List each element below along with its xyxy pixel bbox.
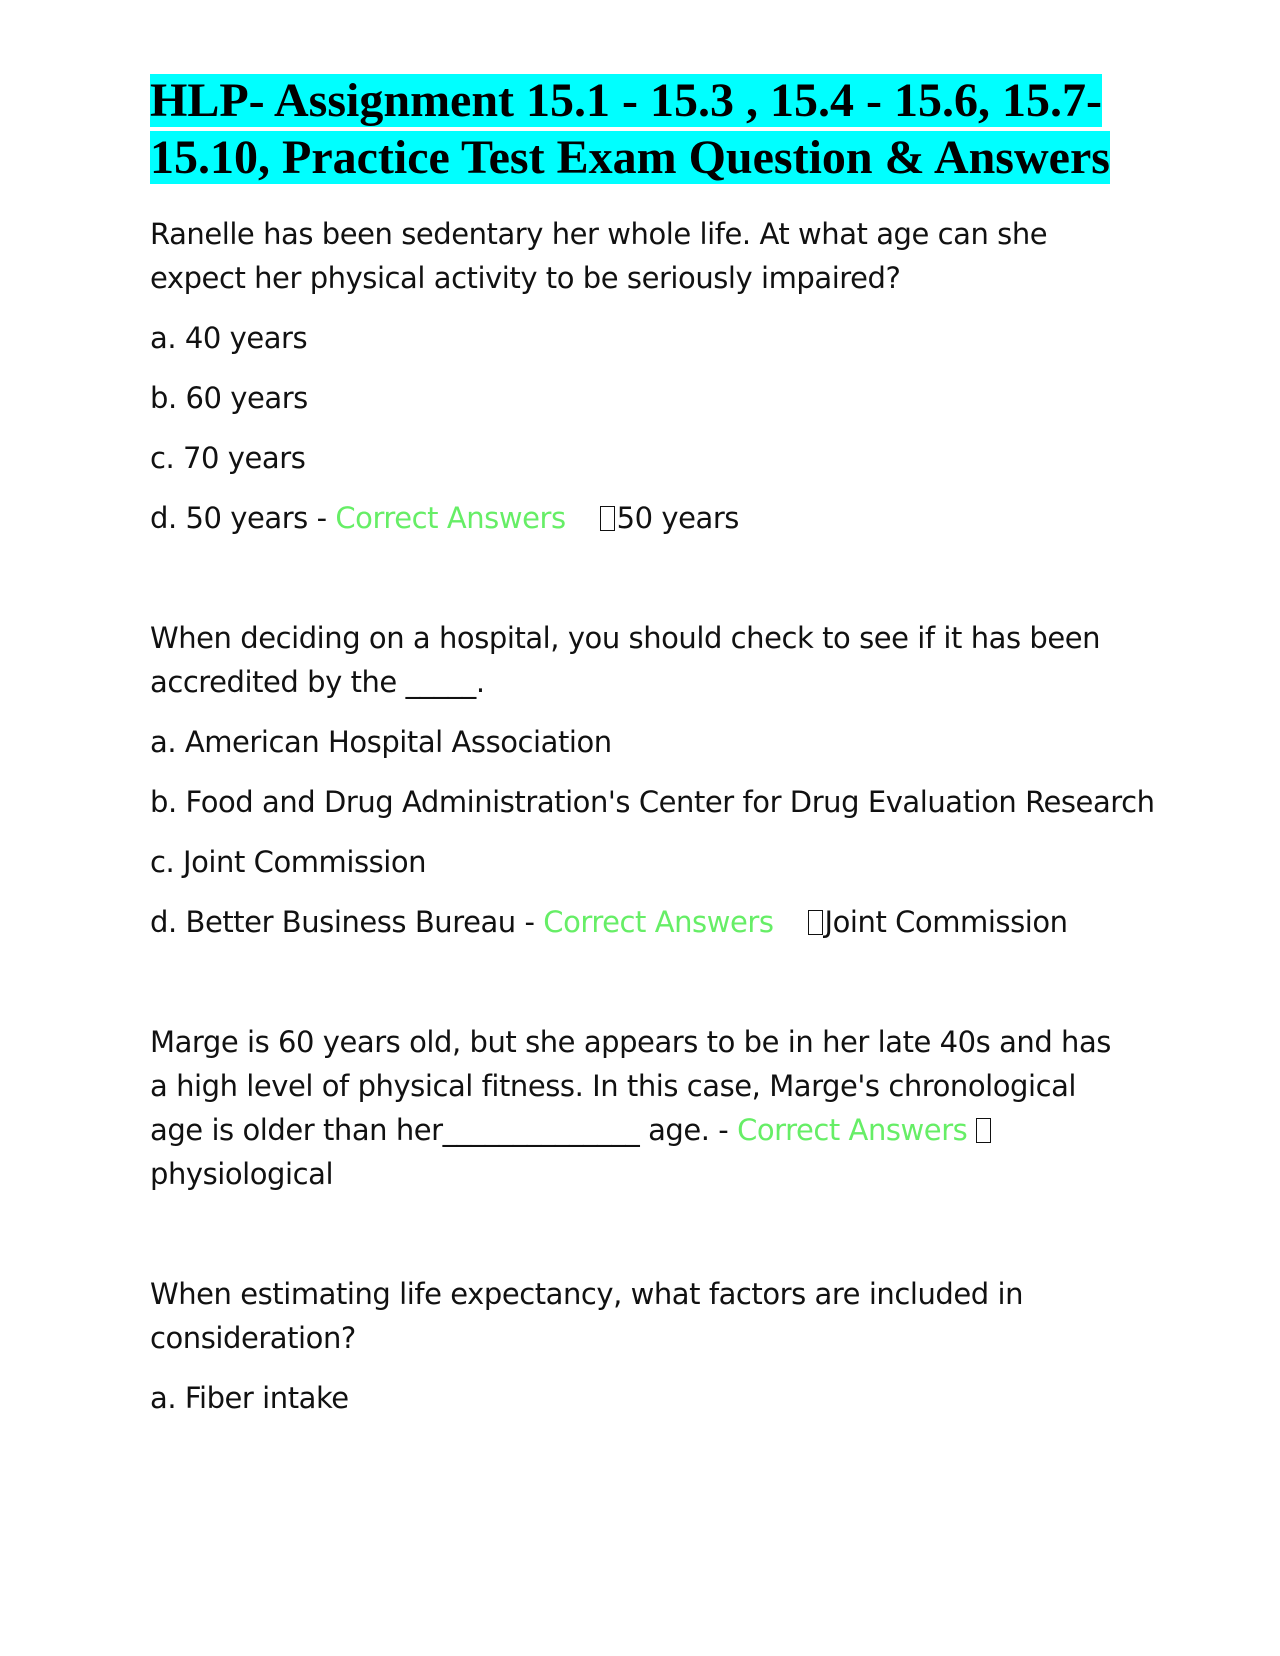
option-d: d. 50 years - (150, 501, 336, 535)
question-2 (150, 616, 1155, 944)
question-text: When deciding on a hospital, you should check to see if it has been accredited by the _____. (150, 621, 1101, 699)
correct-answers-label: Correct Answers (737, 1113, 968, 1147)
correct-answers-label: Correct Answers (543, 905, 774, 939)
question-1 (150, 212, 1130, 540)
option-b: b. 60 years (150, 381, 308, 415)
option-a: a. 40 years (150, 321, 308, 355)
option-d-with-answer (150, 900, 1130, 944)
answer-text: Joint Commission (824, 905, 1068, 939)
question-text: Ranelle has been sedentary her whole life. At what age can she expect her physical activity to be seriously impaired? (150, 217, 1048, 295)
title-highlight: HLP- Assignment 15.1 - 15.3 , 15.4 - 15.6, 15.7-15.10, Practice Test Exam Question & Answers (150, 74, 1110, 184)
question-text-with-answer (150, 1020, 1130, 1196)
correct-answers-label: Correct Answers (335, 501, 566, 535)
question-3 (150, 1020, 1130, 1196)
box-icon (600, 506, 615, 531)
document-title (150, 72, 1130, 186)
option-c: c. Joint Commission (150, 845, 427, 879)
box-icon (976, 1118, 991, 1143)
option-d-with-answer (150, 496, 1130, 540)
answer-text: physiological (150, 1157, 334, 1191)
option-d: d. Better Business Bureau - (150, 905, 544, 939)
option-a: a. Fiber intake (150, 1381, 349, 1415)
question-text: Marge is 60 years old, but she appears to be in her late 40s and has a high level of physical fitness. In this case, Marge's chronological age is older than her______________ age. - (150, 1025, 1111, 1147)
answer-text: 50 years (616, 501, 739, 535)
question-text: When estimating life expectancy, what factors are included in consideration? (150, 1277, 1024, 1355)
option-c: c. 70 years (150, 441, 306, 475)
option-b: b. Food and Drug Administration's Center for Drug Evaluation Research (150, 785, 1155, 819)
box-icon (808, 910, 823, 935)
option-a: a. American Hospital Association (150, 725, 612, 759)
question-4 (150, 1272, 1130, 1420)
document-page (150, 72, 1155, 1420)
